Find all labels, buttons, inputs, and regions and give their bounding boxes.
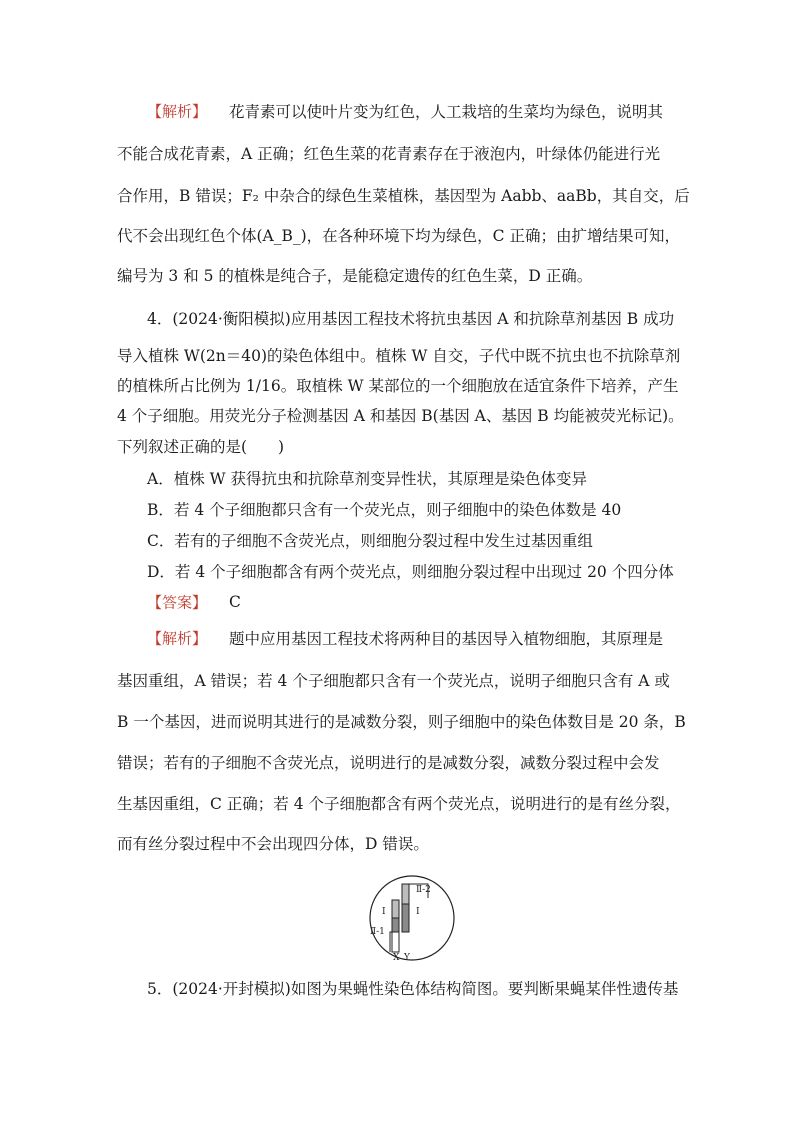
answer-value: C [229, 593, 241, 611]
analysis-tag: 【解析】 [147, 629, 208, 648]
y-homologous-region [402, 904, 409, 932]
analysis-line: B 一个基因，进而说明其进行的是减数分裂，则子细胞中的染色体数目是 20 条，B [117, 713, 686, 731]
sex-chromosome-diagram [368, 874, 456, 962]
label-i-right: Ⅰ [416, 907, 420, 917]
analysis-line: 编号为 3 和 5 的植株是纯合子，是能稳定遗传的红色生菜，D 正确。 [117, 267, 593, 285]
analysis-line: 花青素可以使叶片变为红色，人工栽培的生菜均为绿色，说明其 [229, 103, 664, 121]
analysis-tag: 【解析】 [147, 102, 208, 121]
analysis-line: 代不会出现红色个体(A_B_)，在各种环境下均为绿色，C 正确；由扩增结果可知， [117, 227, 680, 245]
label-i-left: Ⅰ [382, 907, 386, 917]
answer-tag: 【答案】 [147, 593, 208, 612]
diagram-circle [370, 876, 454, 960]
question-line: 4 个子细胞。用荧光分子检测基因 A 和基因 B(基因 A、基因 B 均能被荧光标记)。 [117, 407, 684, 425]
label-y: Y [404, 953, 410, 962]
question-line: 5．(2024·开封模拟)如图为果蝇性染色体结构简图。要判断果蝇某伴性遗传基 [147, 980, 679, 998]
analysis-line: 错误；若有的子细胞不含荧光点，说明进行的是减数分裂，减数分裂过程中会发 [117, 754, 660, 772]
option-d: D．若 4 个子细胞都含有两个荧光点，则细胞分裂过程中出现过 20 个四分体 [147, 563, 674, 581]
analysis-line: 不能合成花青素，A 正确；红色生菜的花青素存在于液泡内，叶绿体仍能进行光 [117, 145, 661, 163]
option-c: C．若有的子细胞不含荧光点，则细胞分裂过程中发生过基因重组 [147, 532, 593, 550]
option-a: A．植株 W 获得抗虫和抗除草剂变异性状，其原理是染色体变异 [147, 470, 587, 488]
label-x: X [393, 953, 400, 962]
x-nonhomologous-region [392, 900, 399, 918]
analysis-line: 合作用，B 错误；F₂ 中杂合的绿色生菜植株，基因型为 Aabb、aaBb，其自交，后 [117, 187, 690, 205]
x-homologous-region [392, 918, 399, 932]
question-line: 下列叙述正确的是( ) [117, 438, 285, 456]
analysis-line: 题中应用基因工程技术将两种目的基因导入植物细胞，其原理是 [229, 630, 664, 648]
analysis-line: 基因重组，A 错误；若 4 个子细胞都只含有一个荧光点，说明子细胞只含有 A 或 [117, 672, 670, 690]
label-ii2: Ⅱ-2 [416, 885, 431, 895]
analysis-line: 生基因重组，C 正确；若 4 个子细胞都含有两个荧光点，说明进行的是有丝分裂， [117, 795, 681, 813]
analysis-line: 而有丝分裂过程中不会出现四分体，D 错误。 [117, 835, 429, 853]
question-line: 4．(2024·衡阳模拟)应用基因工程技术将抗虫基因 A 和抗除草剂基因 B 成功 [147, 310, 675, 328]
question-line: 的植株所占比例为 1/16。取植株 W 某部位的一个细胞放在适宜条件下培养，产生 [117, 377, 679, 395]
question-line: 导入植株 W(2n＝40)的染色体组中。植株 W 自交，子代中既不抗虫也不抗除草剂 [117, 347, 681, 365]
label-ii1: Ⅱ-1 [370, 927, 385, 937]
y-nonhomologous-region [402, 884, 409, 904]
option-b: B．若 4 个子细胞都只含有一个荧光点，则子细胞中的染色体数是 40 [147, 501, 622, 519]
